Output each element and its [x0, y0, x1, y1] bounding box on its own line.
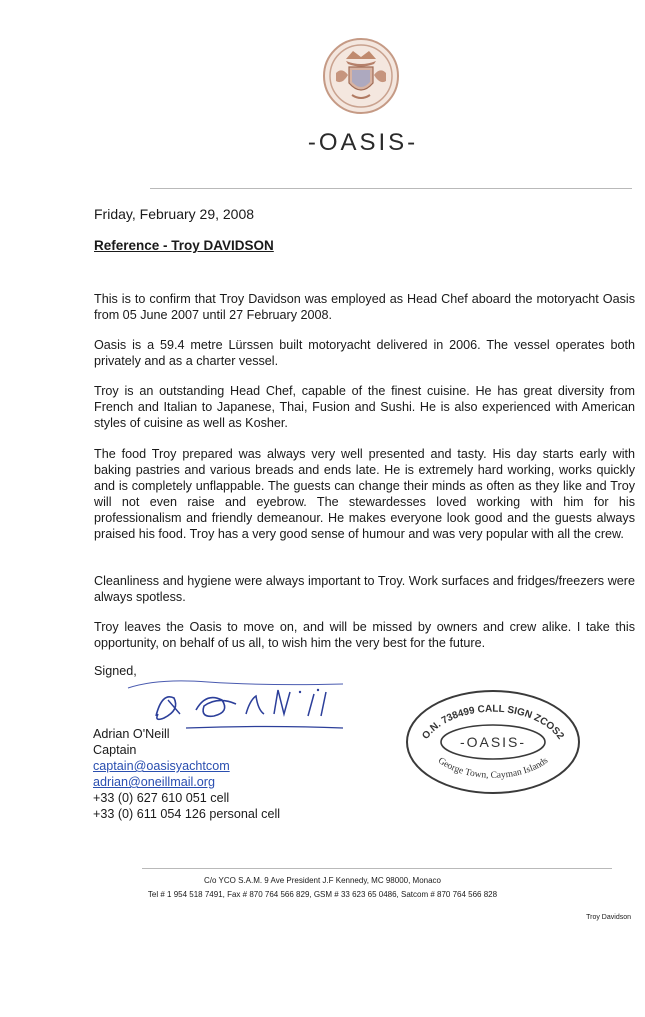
signed-label: Signed,	[94, 664, 137, 678]
reference-heading: Reference - Troy DAVIDSON	[94, 238, 274, 253]
email-link-captain[interactable]: captain@oasisyachtcom	[93, 759, 230, 773]
header-divider	[150, 188, 632, 189]
email-link-personal[interactable]: adrian@oneillmail.org	[93, 775, 215, 789]
stamp-bottom-text: George Town, Cayman Islands	[435, 755, 551, 781]
footer-address: C/o YCO S.A.M. 9 Ave President J.F Kennedy, MC 98000, Monaco	[203, 876, 441, 885]
phone-cell: +33 (0) 627 610 051 cell	[93, 791, 230, 805]
paragraph-farewell: Troy leaves the Oasis to move on, and will be missed by owners and crew alike. I take this opportunity, on behalf of us all, to wish him the very best for the future.	[94, 620, 635, 650]
signatory-title: Captain	[93, 743, 137, 757]
footer-page-label: Troy Davidson	[586, 914, 631, 921]
brand-logo	[268, 128, 458, 158]
letter-date: Friday, February 29, 2008	[94, 206, 255, 222]
paragraph-character: The food Troy prepared was always very well presented and tasty. His day starts early with baking pastries and various breads and ends late. He is extremely hard working, works quickly and is completely unflappable. The guests can change their minds as often as they like and Troy will not even raise and eyebrow. The stewardesses loved working with him for his professionalism and friendly demeanour. He makes everyone look good and the guests always praised his food. Troy has a very good sense of humour and was very popular with all the crew.	[94, 447, 635, 541]
signatory-name: Adrian O'Neill	[93, 727, 170, 741]
paragraph-hygiene: Cleanliness and hygiene were always important to Troy. Work surfaces and fridges/freezers were always spotless.	[94, 574, 635, 604]
stamp-center-text: -OASIS-	[459, 734, 527, 750]
paragraph-skills: Troy is an outstanding Head Chef, capable of the finest cuisine. He has great diversity from French and Italian to Japanese, Thai, Fusion and Sushi. He is also experienced with American styles of cuisine as well as Kosher.	[94, 384, 635, 430]
phone-personal-cell: +33 (0) 611 054 126 personal cell	[93, 807, 281, 821]
oasis-crest-icon	[322, 37, 400, 115]
footer-divider	[142, 868, 612, 869]
paragraph-employment: This is to confirm that Troy Davidson was employed as Head Chef aboard the motoryacht Oasis from 05 June 2007 until 27 February 2008.	[94, 292, 635, 322]
stamp-top-text: O.N. 738499 CALL SIGN ZCOS2	[420, 703, 566, 742]
brand-name: -OASIS-	[307, 129, 419, 156]
official-stamp	[404, 688, 582, 796]
paragraph-vessel: Oasis is a 59.4 metre Lürssen built motoryacht delivered in 2006. The vessel operates both privately and as a charter vessel.	[94, 338, 635, 368]
footer-contacts: Tel # 1 954 518 7491, Fax # 870 764 566 829, GSM # 33 623 65 0486, Satcom # 870 764 566 828	[147, 890, 498, 899]
